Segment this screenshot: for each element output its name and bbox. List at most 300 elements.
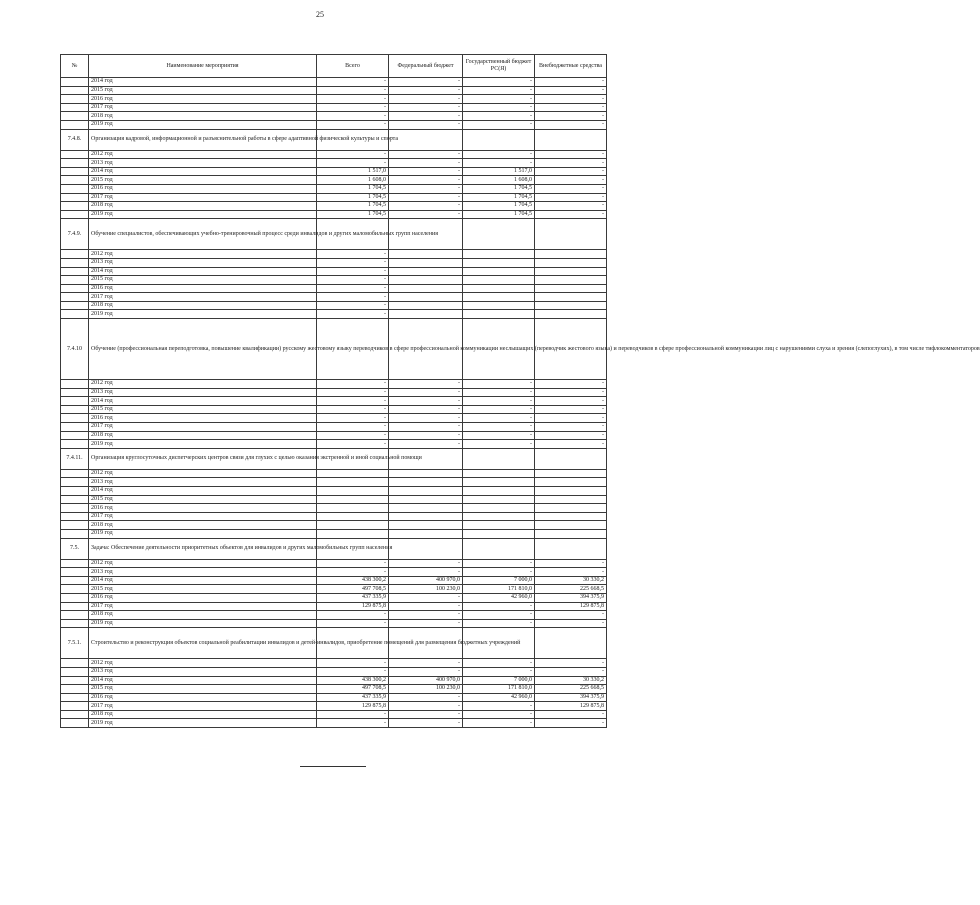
year-row [61, 310, 607, 319]
empty-cell [61, 431, 89, 440]
value-federal: - [389, 397, 463, 406]
value-extra: - [535, 431, 607, 440]
empty-cell [61, 103, 89, 112]
value-state [463, 258, 535, 267]
empty-cell [61, 120, 89, 129]
year-row [61, 301, 607, 310]
value-extra: - [535, 710, 607, 719]
header-extra: Внебюджетные средства [535, 55, 607, 78]
year-label: 2013 год [89, 388, 317, 397]
item-name: Организация кадровой, информационной и разъяснительной работы в сфере адаптивной физической культуры и спорта [89, 129, 317, 150]
value-extra: 394 375,9 [535, 693, 607, 702]
empty-cell [61, 710, 89, 719]
value-extra: 394 375,9 [535, 593, 607, 602]
year-label: 2015 год [89, 176, 317, 185]
year-label: 2012 год [89, 559, 317, 568]
year-label: 2013 год [89, 478, 317, 487]
year-label: 2016 год [89, 284, 317, 293]
value-federal [389, 258, 463, 267]
value-state: - [463, 150, 535, 159]
header-num: № [61, 55, 89, 78]
item-row [61, 129, 607, 150]
value-extra [535, 284, 607, 293]
empty-cell [61, 397, 89, 406]
value-federal: - [389, 380, 463, 389]
value-extra: - [535, 176, 607, 185]
value-extra: - [535, 193, 607, 202]
value-state [463, 487, 535, 496]
item-name: Строительство и реконструкция объектов социальной реабилитации инвалидов и детей-инвалидов, приобретение помещений для размещения бюджетных учреждений [89, 628, 317, 659]
year-row [61, 593, 607, 602]
empty-cell [61, 478, 89, 487]
item-name: Организация круглосуточных диспетчерских центров связи для глухих с целью оказания экстренной и иной социальной помощи [89, 448, 317, 469]
value-state [463, 293, 535, 302]
item-number: 7.5. [61, 538, 89, 559]
year-row [61, 440, 607, 449]
empty-cell [61, 202, 89, 211]
value-extra [535, 487, 607, 496]
value-state: - [463, 103, 535, 112]
year-row [61, 167, 607, 176]
value-state: 1 704,5 [463, 210, 535, 219]
value-state: - [463, 380, 535, 389]
value-federal: - [389, 150, 463, 159]
value-total: 497 708,5 [317, 585, 389, 594]
value-state: - [463, 440, 535, 449]
item-number: 7.4.11. [61, 448, 89, 469]
value-state: - [463, 78, 535, 87]
value-federal: - [389, 559, 463, 568]
year-label: 2013 год [89, 258, 317, 267]
value-federal: - [389, 202, 463, 211]
value-federal [389, 512, 463, 521]
value-extra [535, 478, 607, 487]
value-federal: - [389, 120, 463, 129]
empty-cell [389, 538, 463, 559]
value-state: - [463, 659, 535, 668]
value-total: 129 875,8 [317, 702, 389, 711]
value-total: - [317, 267, 389, 276]
value-state: - [463, 710, 535, 719]
year-row [61, 202, 607, 211]
value-state: - [463, 397, 535, 406]
item-number: 7.4.10 [61, 319, 89, 380]
value-total: - [317, 112, 389, 121]
value-state: - [463, 702, 535, 711]
value-state [463, 276, 535, 285]
empty-cell [61, 423, 89, 432]
value-total: - [317, 150, 389, 159]
value-extra: - [535, 423, 607, 432]
value-state: 171 810,0 [463, 685, 535, 694]
empty-cell [61, 159, 89, 168]
empty-cell [61, 267, 89, 276]
year-row [61, 95, 607, 104]
value-extra: - [535, 397, 607, 406]
value-total: - [317, 568, 389, 577]
year-row [61, 521, 607, 530]
year-row [61, 495, 607, 504]
year-label: 2012 год [89, 659, 317, 668]
year-label: 2019 год [89, 719, 317, 728]
year-label: 2017 год [89, 193, 317, 202]
value-extra: - [535, 719, 607, 728]
year-row [61, 405, 607, 414]
value-federal: - [389, 78, 463, 87]
year-label: 2015 год [89, 405, 317, 414]
year-label: 2012 год [89, 150, 317, 159]
value-federal: - [389, 568, 463, 577]
value-total: - [317, 405, 389, 414]
year-row [61, 576, 607, 585]
value-extra [535, 301, 607, 310]
year-label: 2015 год [89, 495, 317, 504]
value-extra: - [535, 78, 607, 87]
value-federal: - [389, 414, 463, 423]
value-federal: - [389, 440, 463, 449]
year-label: 2015 год [89, 585, 317, 594]
year-row [61, 693, 607, 702]
value-state: - [463, 568, 535, 577]
value-federal [389, 284, 463, 293]
value-federal [389, 504, 463, 513]
value-federal: - [389, 602, 463, 611]
value-total: - [317, 619, 389, 628]
year-row [61, 284, 607, 293]
value-total: - [317, 397, 389, 406]
header-state: Государственный бюджет РС(Я) [463, 55, 535, 78]
value-total: 1 517,0 [317, 167, 389, 176]
year-row [61, 258, 607, 267]
value-extra: - [535, 568, 607, 577]
value-total: - [317, 250, 389, 259]
empty-cell [61, 184, 89, 193]
year-label: 2014 год [89, 397, 317, 406]
empty-cell [61, 602, 89, 611]
year-row [61, 512, 607, 521]
value-extra: - [535, 210, 607, 219]
value-federal [389, 301, 463, 310]
year-row [61, 619, 607, 628]
value-state [463, 504, 535, 513]
value-state: 1 517,0 [463, 167, 535, 176]
value-state [463, 495, 535, 504]
value-extra: - [535, 440, 607, 449]
value-total: - [317, 103, 389, 112]
value-extra: - [535, 112, 607, 121]
item-row [61, 628, 607, 659]
value-extra: - [535, 611, 607, 620]
value-extra [535, 529, 607, 538]
value-federal: - [389, 112, 463, 121]
year-row [61, 685, 607, 694]
value-federal: - [389, 619, 463, 628]
value-state: - [463, 602, 535, 611]
empty-cell [61, 593, 89, 602]
value-extra: - [535, 202, 607, 211]
value-state [463, 250, 535, 259]
year-label: 2012 год [89, 469, 317, 478]
year-label: 2018 год [89, 301, 317, 310]
value-total: 437 335,9 [317, 593, 389, 602]
value-extra: - [535, 150, 607, 159]
year-label: 2014 год [89, 267, 317, 276]
value-extra [535, 258, 607, 267]
value-extra [535, 310, 607, 319]
value-federal: - [389, 659, 463, 668]
year-row [61, 103, 607, 112]
value-federal: 100 230,0 [389, 585, 463, 594]
value-state: - [463, 405, 535, 414]
year-row [61, 504, 607, 513]
year-row [61, 150, 607, 159]
value-state: - [463, 414, 535, 423]
value-total: - [317, 380, 389, 389]
value-federal: - [389, 702, 463, 711]
year-row [61, 676, 607, 685]
value-total: 438 300,2 [317, 576, 389, 585]
year-label: 2018 год [89, 431, 317, 440]
value-extra [535, 495, 607, 504]
year-label: 2017 год [89, 702, 317, 711]
empty-cell [535, 538, 607, 559]
value-federal [389, 250, 463, 259]
year-label: 2019 год [89, 529, 317, 538]
item-row [61, 319, 607, 380]
empty-cell [61, 167, 89, 176]
year-row [61, 719, 607, 728]
value-total [317, 487, 389, 496]
value-total: 1 608,0 [317, 176, 389, 185]
value-extra [535, 521, 607, 530]
year-label: 2016 год [89, 504, 317, 513]
value-state: 1 704,5 [463, 193, 535, 202]
year-row [61, 293, 607, 302]
year-row [61, 267, 607, 276]
year-row [61, 414, 607, 423]
year-label: 2019 год [89, 120, 317, 129]
year-label: 2017 год [89, 423, 317, 432]
value-federal [389, 521, 463, 530]
value-federal: 400 970,0 [389, 576, 463, 585]
value-extra: - [535, 659, 607, 668]
value-extra: - [535, 559, 607, 568]
value-state: - [463, 667, 535, 676]
empty-cell [61, 487, 89, 496]
empty-cell [61, 568, 89, 577]
year-label: 2018 год [89, 112, 317, 121]
value-total: 497 708,5 [317, 685, 389, 694]
year-label: 2012 год [89, 380, 317, 389]
value-extra: 30 330,2 [535, 676, 607, 685]
value-total: - [317, 559, 389, 568]
year-row [61, 276, 607, 285]
value-extra: - [535, 120, 607, 129]
empty-cell [61, 95, 89, 104]
value-state [463, 284, 535, 293]
value-state: - [463, 719, 535, 728]
value-federal: 100 230,0 [389, 685, 463, 694]
empty-cell [61, 559, 89, 568]
empty-cell [61, 380, 89, 389]
year-row [61, 86, 607, 95]
value-federal [389, 293, 463, 302]
value-state [463, 529, 535, 538]
value-total: - [317, 284, 389, 293]
empty-cell [61, 310, 89, 319]
year-label: 2019 год [89, 210, 317, 219]
value-state [463, 310, 535, 319]
year-label: 2017 год [89, 602, 317, 611]
year-row [61, 469, 607, 478]
value-extra: 30 330,2 [535, 576, 607, 585]
value-extra: 129 875,8 [535, 702, 607, 711]
year-row [61, 602, 607, 611]
value-state: 1 704,5 [463, 202, 535, 211]
value-extra [535, 267, 607, 276]
value-total [317, 504, 389, 513]
empty-cell [61, 293, 89, 302]
value-federal: - [389, 719, 463, 728]
year-label: 2016 год [89, 414, 317, 423]
value-state [463, 267, 535, 276]
value-federal: - [389, 184, 463, 193]
value-state: - [463, 559, 535, 568]
empty-cell [61, 440, 89, 449]
value-federal: - [389, 86, 463, 95]
value-total [317, 495, 389, 504]
value-total: - [317, 258, 389, 267]
value-state: - [463, 112, 535, 121]
empty-cell [61, 276, 89, 285]
value-total [317, 521, 389, 530]
year-row [61, 120, 607, 129]
value-total: 437 335,9 [317, 693, 389, 702]
value-total: 1 704,5 [317, 202, 389, 211]
value-federal: - [389, 103, 463, 112]
empty-cell [535, 129, 607, 150]
year-row [61, 176, 607, 185]
year-row [61, 184, 607, 193]
empty-cell [61, 676, 89, 685]
year-label: 2018 год [89, 521, 317, 530]
value-extra: - [535, 167, 607, 176]
value-state: - [463, 95, 535, 104]
year-label: 2015 год [89, 276, 317, 285]
value-extra [535, 250, 607, 259]
value-total: - [317, 611, 389, 620]
empty-cell [61, 150, 89, 159]
empty-cell [61, 284, 89, 293]
value-federal: - [389, 176, 463, 185]
year-row [61, 431, 607, 440]
value-state: 7 000,0 [463, 676, 535, 685]
year-row [61, 397, 607, 406]
value-federal: - [389, 611, 463, 620]
value-extra: - [535, 414, 607, 423]
item-name: Обучение специалистов, обеспечивающих учебно-тренировочный процесс среди инвалидов и других маломобильных групп населения [89, 219, 317, 250]
value-total [317, 529, 389, 538]
value-total: - [317, 431, 389, 440]
year-label: 2016 год [89, 593, 317, 602]
item-number: 7.4.8. [61, 129, 89, 150]
value-state: - [463, 86, 535, 95]
year-label: 2014 год [89, 167, 317, 176]
value-federal: - [389, 193, 463, 202]
value-extra: 225 668,5 [535, 685, 607, 694]
empty-cell [61, 495, 89, 504]
year-label: 2015 год [89, 86, 317, 95]
value-federal [389, 529, 463, 538]
empty-cell [61, 86, 89, 95]
header-federal: Федеральный бюджет [389, 55, 463, 78]
value-extra: - [535, 103, 607, 112]
year-row [61, 159, 607, 168]
page-number: 25 [316, 10, 324, 19]
empty-cell [61, 78, 89, 87]
year-row [61, 250, 607, 259]
footer-divider [300, 766, 366, 767]
value-total [317, 478, 389, 487]
year-label: 2017 год [89, 512, 317, 521]
empty-cell [61, 576, 89, 585]
year-label: 2017 год [89, 293, 317, 302]
value-federal: 400 970,0 [389, 676, 463, 685]
year-row [61, 585, 607, 594]
value-federal: - [389, 210, 463, 219]
year-label: 2019 год [89, 619, 317, 628]
budget-table [60, 54, 980, 728]
header-total: Всего [317, 55, 389, 78]
value-total: 1 704,5 [317, 210, 389, 219]
value-state: - [463, 431, 535, 440]
value-state: 42 960,0 [463, 693, 535, 702]
value-state: - [463, 159, 535, 168]
value-total: 129 875,8 [317, 602, 389, 611]
value-extra: - [535, 86, 607, 95]
year-label: 2018 год [89, 611, 317, 620]
year-row [61, 388, 607, 397]
value-state: 7 000,0 [463, 576, 535, 585]
value-federal: - [389, 388, 463, 397]
item-name: Задача: Обеспечение деятельности приоритетных объектов для инвалидов и других маломобильных групп населения [89, 538, 317, 559]
value-total: - [317, 719, 389, 728]
empty-cell [61, 250, 89, 259]
value-total: - [317, 440, 389, 449]
year-label: 2013 год [89, 667, 317, 676]
empty-cell [61, 529, 89, 538]
year-row [61, 112, 607, 121]
empty-cell [535, 628, 607, 659]
empty-cell [463, 129, 535, 150]
value-extra [535, 512, 607, 521]
value-total: - [317, 388, 389, 397]
value-extra: - [535, 184, 607, 193]
value-extra: - [535, 667, 607, 676]
value-extra: 129 875,8 [535, 602, 607, 611]
item-row [61, 219, 607, 250]
empty-cell [61, 611, 89, 620]
value-state: - [463, 388, 535, 397]
value-total: - [317, 95, 389, 104]
value-state [463, 301, 535, 310]
empty-cell [61, 702, 89, 711]
value-total: - [317, 86, 389, 95]
item-name: Обучение (профессиональная переподготовка, повышение квалификации) русскому жестовому языку переводчиков в сфере профессиональной коммуникации неслышащих (переводчик жестового языка) и переводчиков в сфере профессиональной коммуникации лиц с нарушениями слуха и зрения (слепоглухих), в том числе тифлокомментаторов [89, 319, 317, 380]
empty-cell [61, 693, 89, 702]
value-federal: - [389, 95, 463, 104]
year-label: 2018 год [89, 710, 317, 719]
